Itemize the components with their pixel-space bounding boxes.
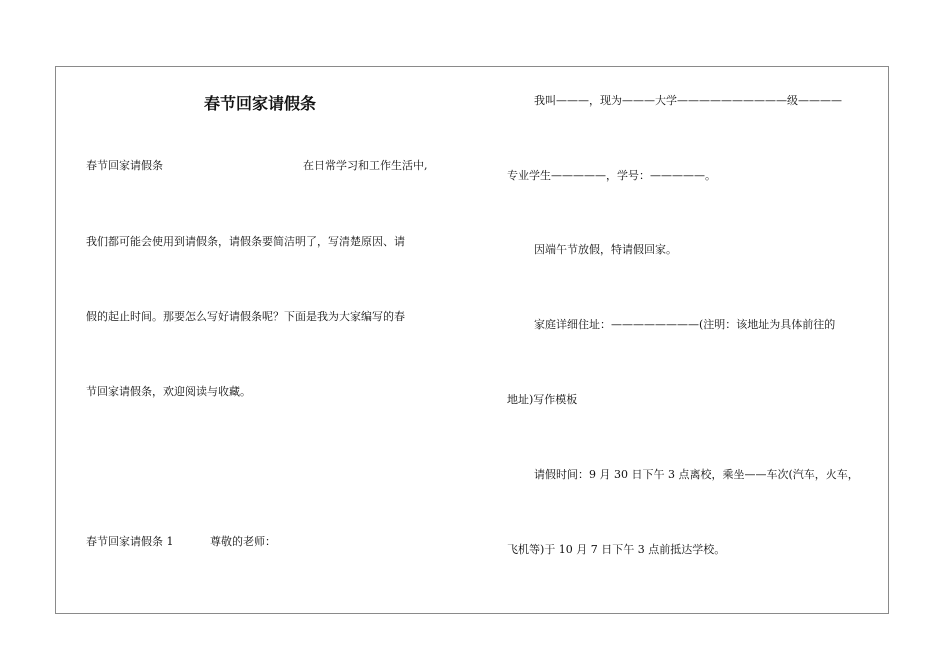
right-line-1: 我叫———，现为———大学——————————级———— (534, 94, 842, 107)
left-intro-label: 春节回家请假条 (86, 159, 163, 172)
right-line-4: 家庭详细住址：————————(注明：该地址为具体前往的 (534, 318, 836, 331)
document-page-frame (55, 66, 889, 614)
salutation: 尊敬的老师： (210, 535, 276, 548)
left-paragraph-line-2: 我们都可能会使用到请假条，请假条要简洁明了，写清楚原因、请 (86, 235, 405, 248)
right-line-2: 专业学生—————，学号：—————。 (507, 169, 716, 182)
left-paragraph-line-4: 节回家请假条，欢迎阅读与收藏。 (86, 385, 251, 398)
right-line-6: 请假时间：9 月 30 日下午 3 点离校，乘坐——车次(汽车，火车， (534, 468, 859, 481)
right-line-5: 地址)写作模板 (507, 393, 578, 406)
right-line-3: 因端午节放假，特请假回家。 (534, 243, 677, 256)
document-title: 春节回家请假条 (203, 94, 316, 113)
sample-title: 春节回家请假条 1 (86, 535, 174, 548)
left-intro-tail: 在日常学习和工作生活中, (303, 159, 428, 172)
left-paragraph-line-3: 假的起止时间。那要怎么写好请假条呢？下面是我为大家编写的春 (86, 310, 405, 323)
right-line-7: 飞机等)于 10 月 7 日下午 3 点前抵达学校。 (507, 543, 726, 556)
